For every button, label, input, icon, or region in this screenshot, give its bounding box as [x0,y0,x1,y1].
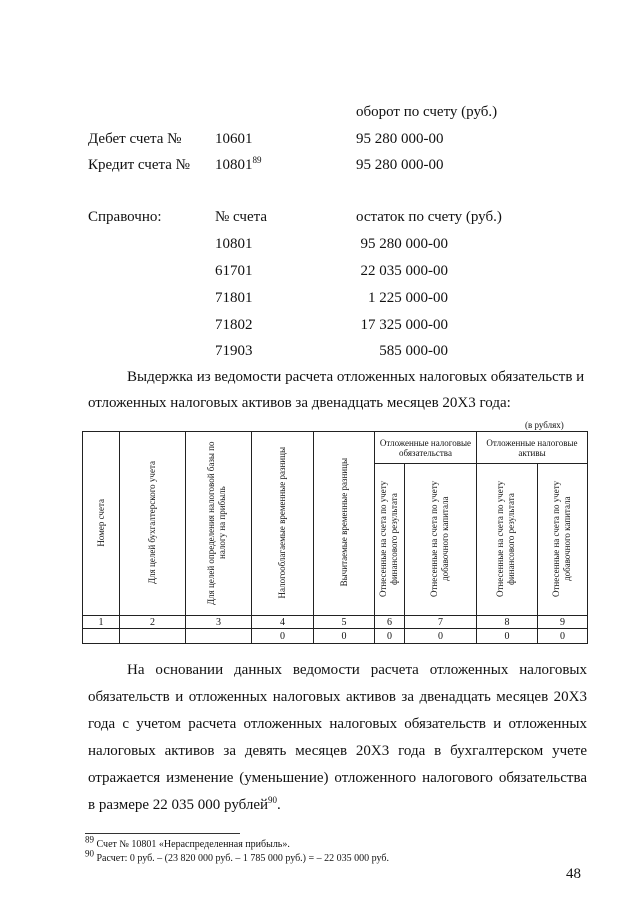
credit-amount: 95 280 000-00 [356,157,444,173]
conclusion-line-3: года с учетом расчета отложенных налоговых обязательств и отложенных [88,716,587,732]
column-number: 7 [405,616,477,629]
credit-account: 10801$^{89}$ [215,155,262,173]
table-row [83,629,588,644]
extract-line-1: Выдержка из ведомости расчета отложенных налоговых обязательств и [127,369,585,385]
header-liab-financial-result: Отнесенные на счета по учету финансового результата [375,464,405,616]
conclusion-line-4: налоговых активов за девять месяцев 20Х3 года в бухгалтерском учете [88,743,587,759]
debit-account: 10601 [215,131,253,147]
reference-balance-header: остаток по счету (руб.) [356,209,502,225]
header-tax-base: Для целей определения налоговой базы по налогу на прибыль [186,432,252,616]
footnote-ref-90: 90 [268,795,278,805]
deferred-tax-table [82,431,588,644]
header-deferred-liabilities: Отложенные налоговые обязательства [375,432,477,464]
table-cell: 0 [538,629,588,644]
header-liab-additional-capital: Отнесенные на счета по учету добавочного капитала [405,464,477,616]
header-deductible-differences: Вычитаемые временные разницы [314,432,375,616]
conclusion-line-5: отражается изменение (уменьшение) отложенного налогового обязательства [88,770,587,786]
reference-label: Справочно: [88,209,162,225]
table-cell: 0 [314,629,375,644]
table-cell [83,629,120,644]
header-accounting: Для целей бухгалтерского учета [120,432,186,616]
column-numbers-row [83,616,588,629]
header-assets-additional-capital: Отнесенные на счета по учету добавочного капитала [538,464,588,616]
reference-amount: 585 000-00 [379,343,448,359]
table-cell: 0 [405,629,477,644]
credit-label: Кредит счета № [88,157,190,173]
page-number: 48 [566,866,581,882]
column-number: 4 [252,616,314,629]
reference-account: 71802 [215,317,253,333]
table-cell: 0 [252,629,314,644]
column-number: 8 [477,616,538,629]
header-deferred-assets: Отложенные налоговые активы [477,432,588,464]
reference-amount: 1 225 000-00 [368,290,448,306]
debit-amount: 95 280 000-00 [356,131,444,147]
table-unit-note: (в рублях) [525,420,564,430]
column-number: 2 [120,616,186,629]
reference-account-header: № счета [215,209,268,225]
reference-amount: 17 325 000-00 [360,317,448,333]
header-assets-financial-result: Отнесенные на счета по учету финансового результата [477,464,538,616]
column-number: 9 [538,616,588,629]
conclusion-line-2: обязательств и отложенных налоговых активов за двенадцать месяцев 20Х3 [88,689,587,705]
conclusion-line-6: в размере 22 035 000 рублей$^{90}$. [88,795,281,813]
reference-amount: 22 035 000-00 [360,263,448,279]
column-number: 5 [314,616,375,629]
column-number: 3 [186,616,252,629]
reference-account: 71801 [215,290,253,306]
column-number: 1 [83,616,120,629]
reference-account: 71903 [215,343,253,359]
turnover-column-header: оборот по счету (руб.) [356,104,498,120]
footnote-ref-89: 89 [252,155,262,165]
reference-account: 10801 [215,236,253,252]
table-cell: 0 [375,629,405,644]
footnote-89: $^{89}$ Счет № 10801 «Нераспределенная прибыль». [85,834,290,850]
reference-account: 61701 [215,263,253,279]
reference-amount: 95 280 000-00 [360,236,448,252]
table-cell: 0 [477,629,538,644]
table-cell [186,629,252,644]
header-taxable-differences: Налогооблагаемые временные разницы [252,432,314,616]
header-account-number: Номер счета [83,432,120,616]
footnote-90: $^{90}$ Расчет: 0 руб. – (23 820 000 руб. – 1 785 000 руб.) = – 22 035 000 руб. [85,848,389,864]
extract-line-2: отложенных налоговых активов за двенадцать месяцев 20Х3 года: [88,395,511,411]
debit-label: Дебет счета № [88,131,182,147]
conclusion-line-1: На основании данных ведомости расчета отложенных налоговых [127,662,587,678]
footnote-separator [85,833,240,834]
column-number: 6 [375,616,405,629]
table-cell [120,629,186,644]
